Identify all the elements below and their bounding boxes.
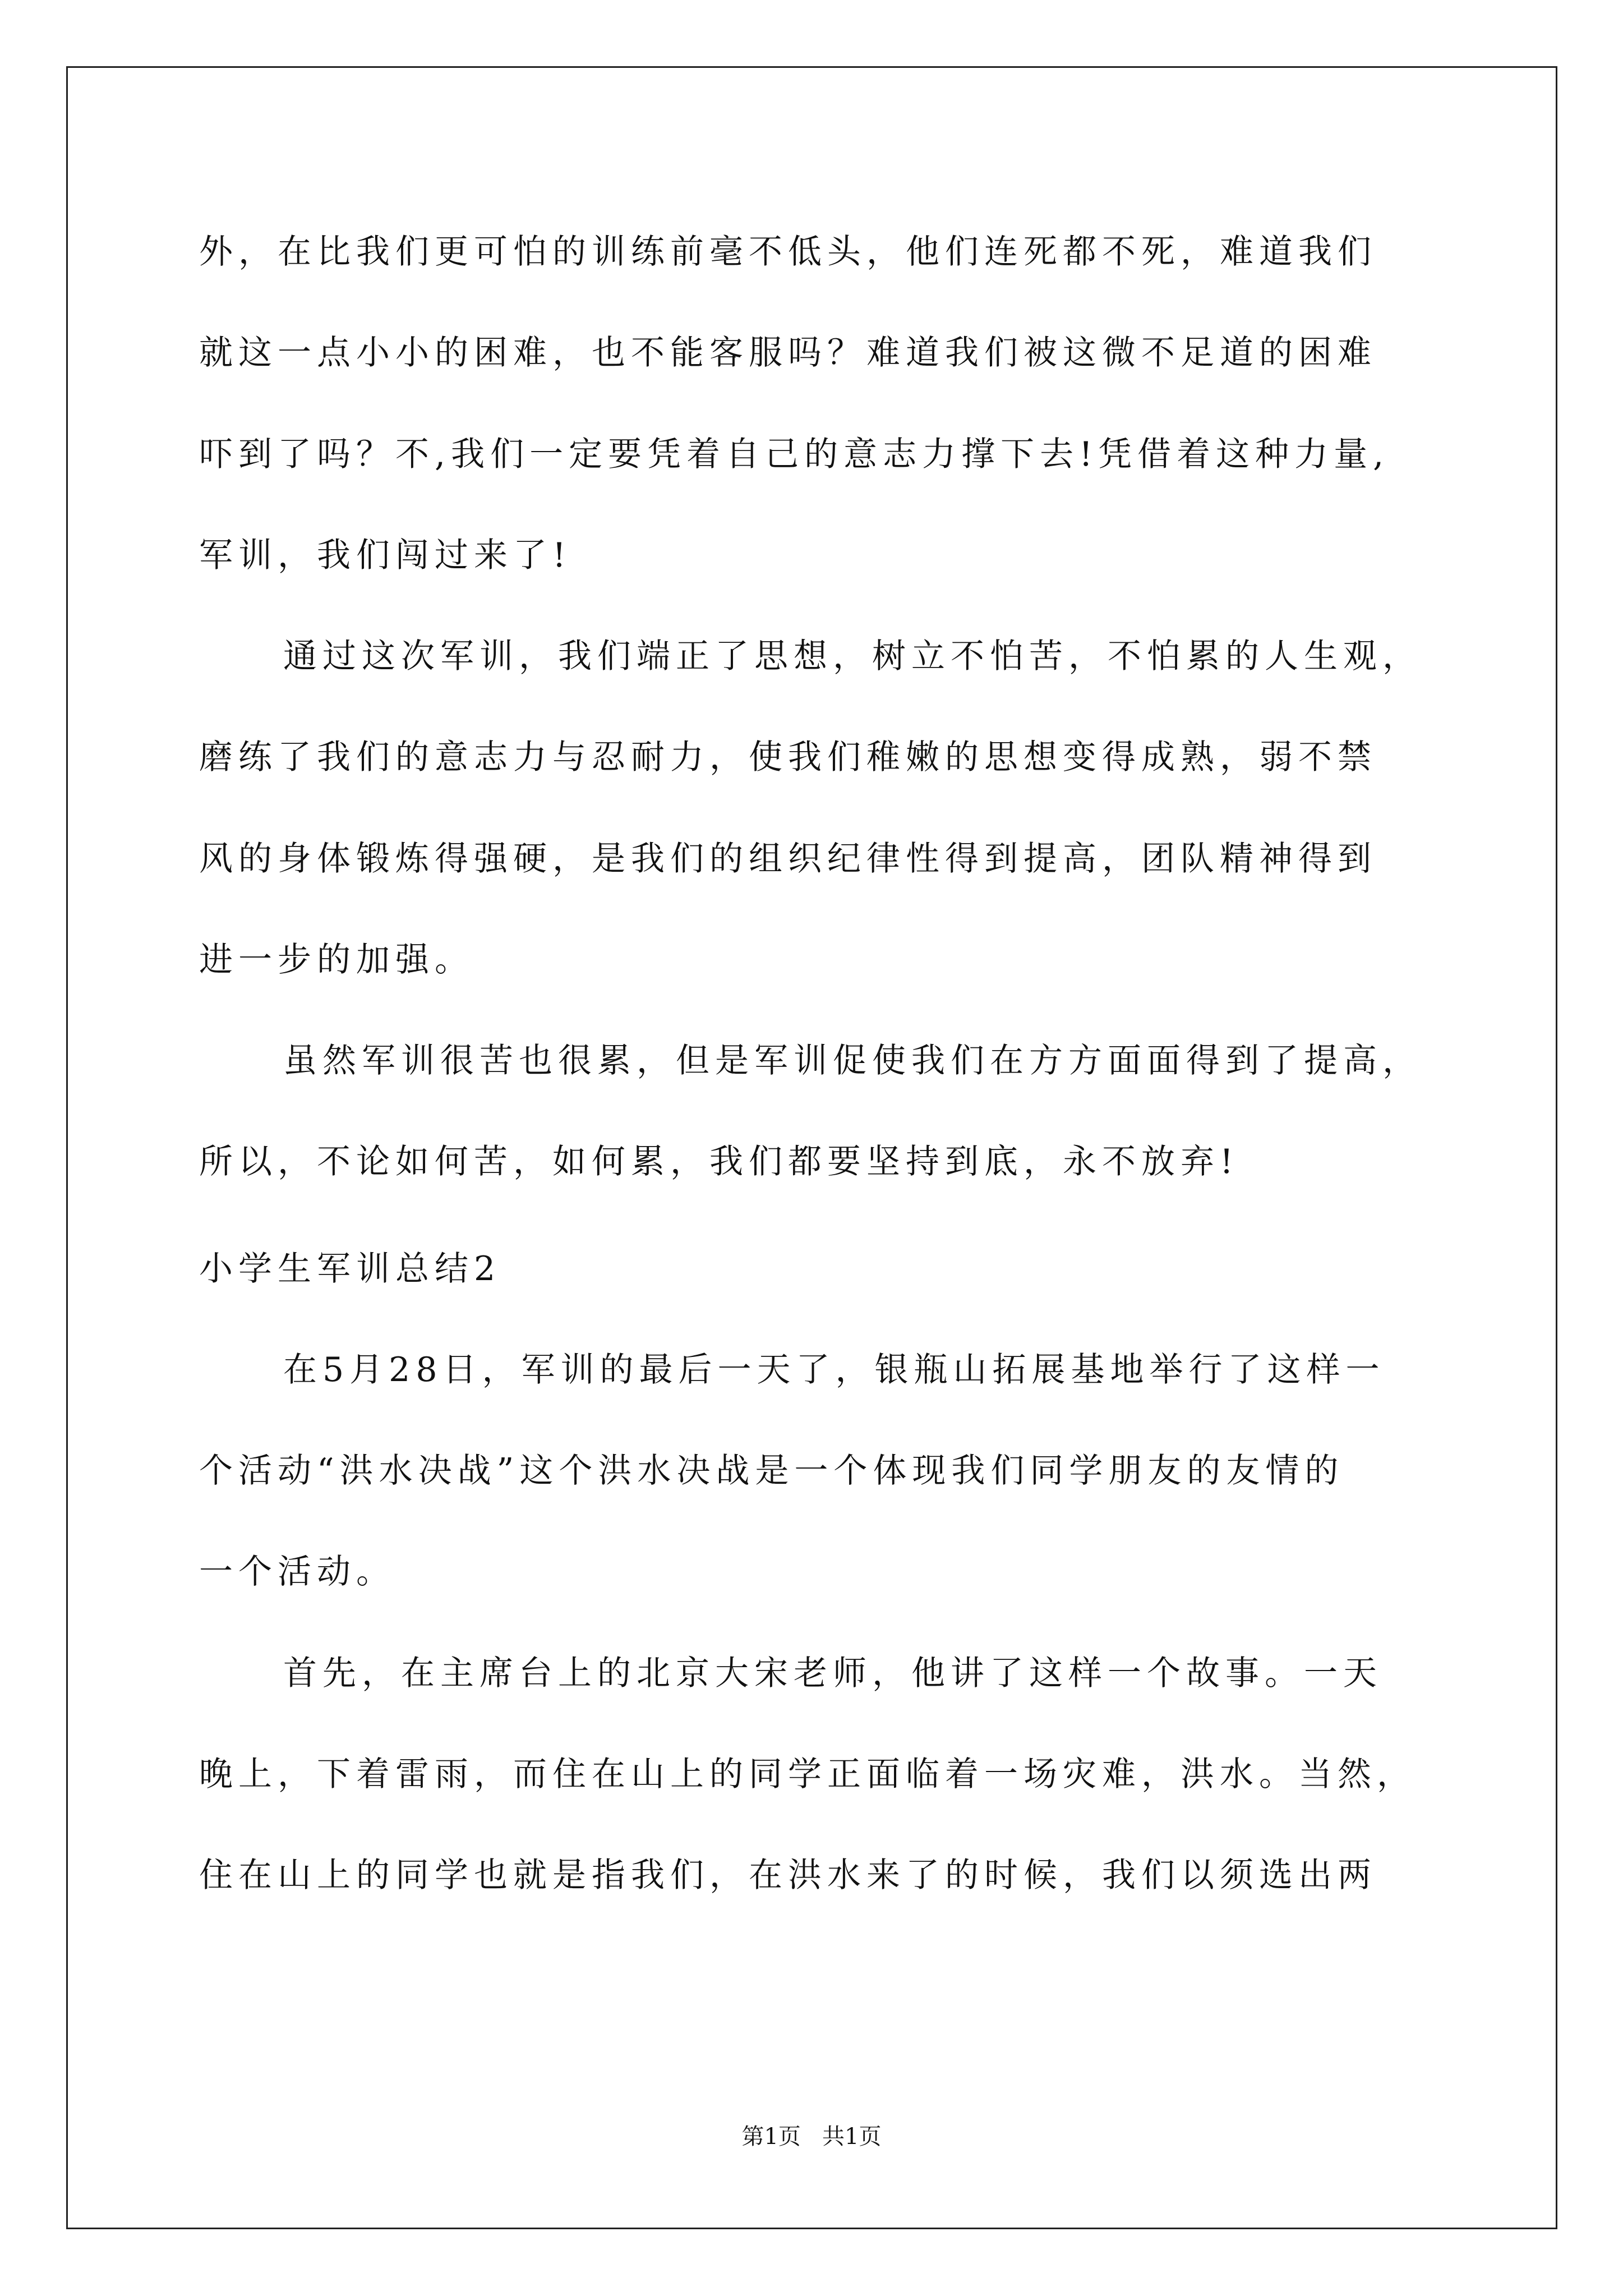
text-line-7: 风的身体锻炼得强硬，是我们的组织纪律性得到提高，团队精神得到 <box>199 839 1377 878</box>
page-footer: 第1页 共1页 <box>741 2124 882 2150</box>
text-line-5: 通过这次军训，我们端正了思想，树立不怕苦，不怕累的人生观， <box>283 637 1422 676</box>
text-line-14: 一个活动。 <box>199 1552 395 1591</box>
text-line-17: 住在山上的同学也就是指我们，在洪水来了的时候，我们以须选出两 <box>199 1856 1377 1895</box>
text-line-2: 就这一点小小的困难，也不能客服吗？难道我们被这微不足道的困难 <box>199 333 1377 372</box>
text-line-13: 个活动“洪水决战”这个洪水决战是一个体现我们同学朋友的友情的 <box>199 1451 1344 1490</box>
text-line-15: 首先，在主席台上的北京大宋老师，他讲了这样一个故事。一天 <box>283 1654 1382 1693</box>
text-line-3: 吓到了吗？不,我们一定要凭着自己的意志力撑下去!凭借着这种力量, <box>199 435 1390 474</box>
text-line-6: 磨练了我们的意志力与忍耐力，使我们稚嫩的思想变得成熟，弱不禁 <box>199 738 1377 777</box>
text-line-9: 虽然军训很苦也很累，但是军训促使我们在方方面面得到了提高， <box>283 1041 1422 1080</box>
text-line-10: 所以，不论如何苦，如何累，我们都要坚持到底，永不放弃! <box>199 1142 1239 1181</box>
text-line-4: 军训，我们闯过来了! <box>199 536 572 575</box>
text-line-12: 在5月28日，军训的最后一天了，银瓶山拓展基地举行了这样一 <box>283 1350 1385 1389</box>
text-line-8: 进一步的加强。 <box>199 940 474 979</box>
section-heading: 小学生军训总结2 <box>199 1249 501 1289</box>
text-line-16: 晚上，下着雷雨，而住在山上的同学正面临着一场灾难，洪水。当然， <box>199 1755 1416 1794</box>
text-line-1: 外，在比我们更可怕的训练前毫不低头，他们连死都不死，难道我们 <box>199 232 1377 272</box>
